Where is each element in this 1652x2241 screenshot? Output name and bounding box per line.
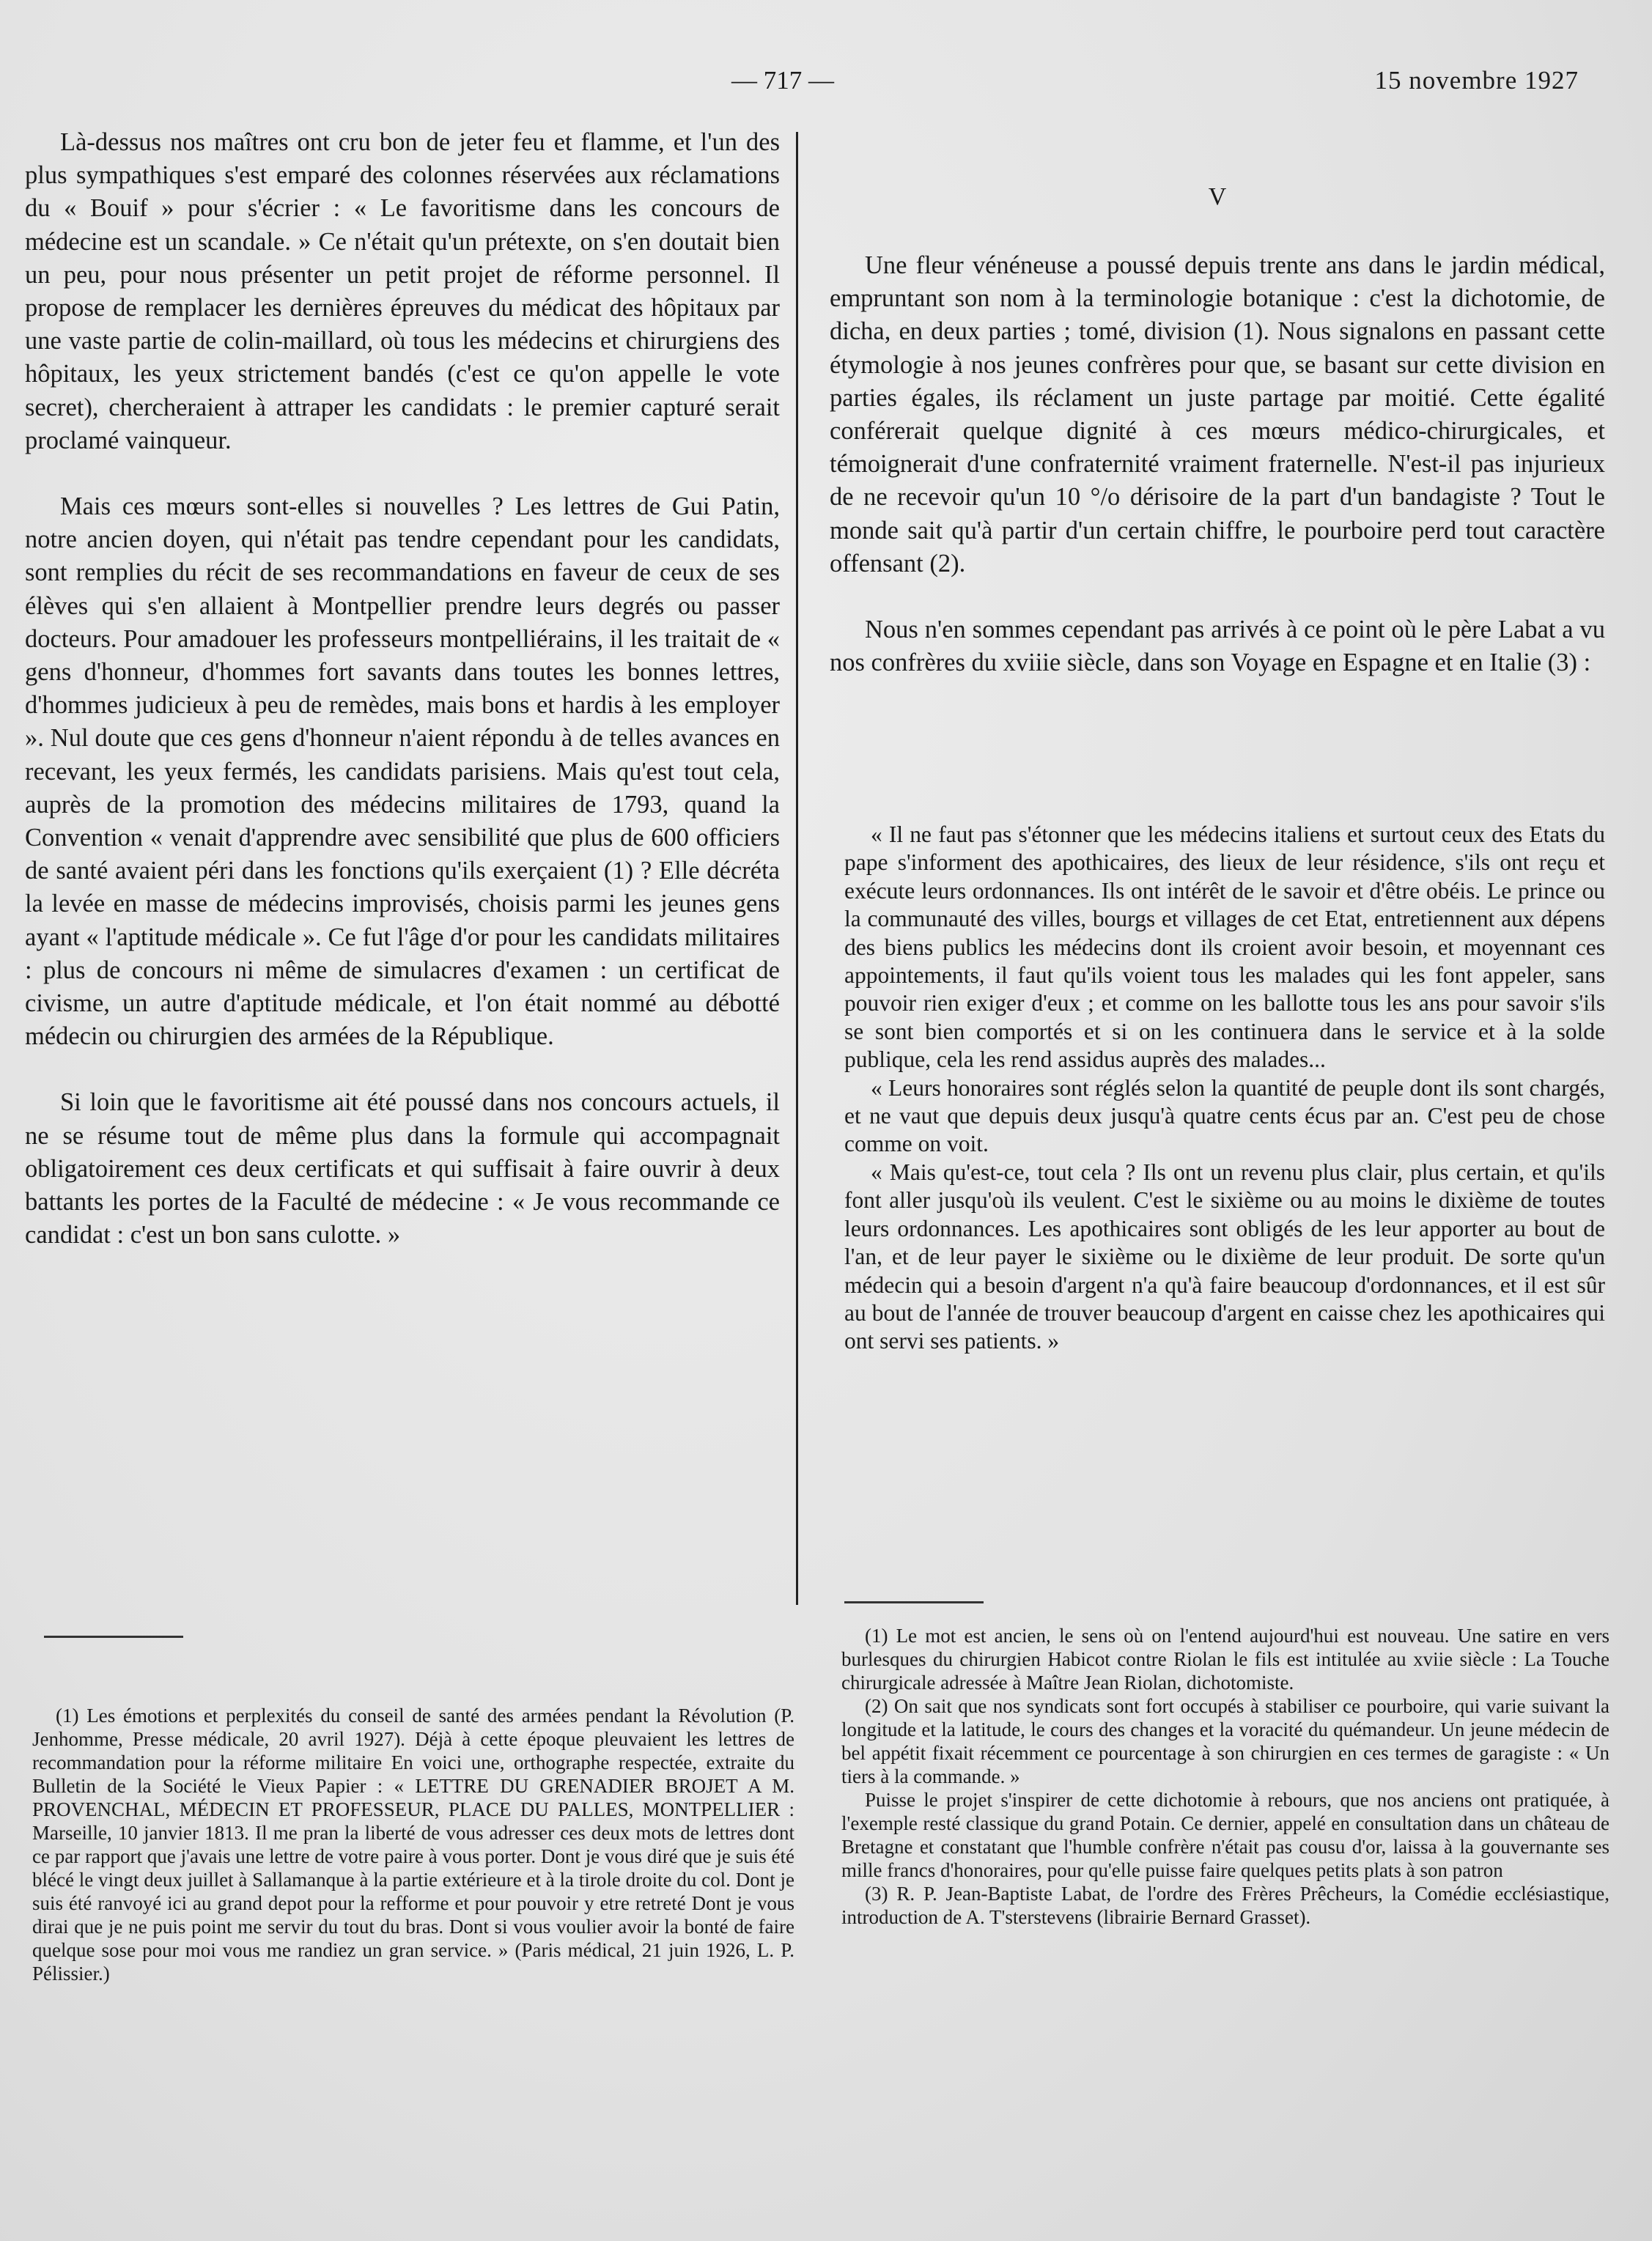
footnote-rule	[844, 1601, 984, 1603]
footnotes-left	[32, 1704, 794, 1985]
right-column	[830, 249, 1605, 679]
issue-date: 15 novembre 1927	[1374, 66, 1579, 95]
quote-paragraph: « Leurs honoraires sont réglés selon la quantité de peuple dont ils sont chargés, et ne vaut que depuis deux jusqu'à quatre cents écus par an. C'est peu de chose comme on voit.	[844, 1074, 1605, 1157]
paragraph: Là-dessus nos maîtres ont cru bon de jeter feu et flamme, et l'un des plus sympathiques s'est emparé des colonnes réservées aux réclamations du « Bouif » pour s'écrier : « Le favoritisme dans les concours de médecine est un scandale. » Ce n'était qu'un prétexte, on s'en doutait bien un peu, pour nous présenter un petit projet de réforme personnel. Il propose de remplacer les dernières épreuves du médicat des hôpitaux par une vaste partie de colin-maillard, où tous les médecins et chirurgiens des hôpitaux, les yeux strictement bandés (c'est ce qu'on appelle le vote secret), chercheraient à attraper les candidats : le premier capturé serait proclamé vainqueur.	[25, 128, 780, 454]
page-header	[718, 60, 1579, 104]
footnote: Puisse le projet s'inspirer de cette dichotomie à rebours, que nos anciens ont pratiquée, à l'exemple resté classique du grand Potain. Ce dernier, appelé en consultation dans un château de Bretagne et constatant que l'humble confrère n'était pas cousu d'or, laissa à la gouvernante ses mille francs d'honoraires, pour qu'elle puisse faire quelques petits plats à son patron	[841, 1789, 1609, 1881]
paragraph: Une fleur vénéneuse a poussé depuis trente ans dans le jardin médical, empruntant son nom à la terminologie botanique : c'est la dichotomie, de dicha, en deux parties ; tomé, division (1). Nous signalons en passant cette étymologie à nos jeunes confrères pour que, se basant sur cette division en parties égales, ils réclament un juste partage par moitié. Cette égalité conférerait quelque dignité à ces mœurs médico-chirurgicales, et témoignerait d'une confraternité vraiment fraternelle. N'est-il pas injurieux de ne recevoir qu'un 10 °/o dérisoire de la part d'un bandagiste ? Tout le monde sait qu'à partir d'un certain chiffre, le pourboire perd tout caractère offensant (2).	[830, 251, 1605, 577]
footnotes-right	[841, 1624, 1609, 1929]
left-column	[25, 126, 780, 1252]
footnote: (1) Le mot est ancien, le sens où on l'entend aujourd'hui est nouveau. Une satire en vers burlesques du chirurgien Habicot contre Riolan le fils est intitulée au xviie siècle : La Touche chirurgicale adressée à Maître Jean Riolan, dichotomiste.	[841, 1625, 1609, 1694]
paragraph: Mais ces mœurs sont-elles si nouvelles ? Les lettres de Gui Patin, notre ancien doyen, qui n'était pas tendre cependant pour les candidats, sont remplies du récit de ses recommandations en faveur de ceux de ses élèves qui s'en allaient à Montpellier prendre leurs degrés ou passer docteurs. Pour amadouer les professeurs montpelliérains, il les traitait de « gens d'honneur, d'hommes fort savants dans toutes les bonnes lettres, d'hommes judicieux à peu de remèdes, mais bons et hardis à les employer ». Nul doute que ces gens d'honneur n'aient répondu à de telles avances en recevant, les yeux fermés, les candidats parisiens. Mais qu'est tout cela, auprès de la promotion des médecins militaires de 1793, quand la Convention « venait d'apprendre avec sensibilité que plus de 600 officiers de santé avaient péri dans les fonctions qu'ils exerçaient (1) ? Elle décréta la levée en masse de médecins improvisés, choisis parmi les jeunes gens ayant « l'aptitude médicale ». Ce fut l'âge d'or pour les candidats militaires : plus de concours ni même de simulacres d'examen : un certificat de civisme, un autre d'aptitude médicale, et l'on était nommé au débotté médecin ou chirurgien des armées de la République.	[25, 492, 780, 1051]
section-title: V	[1208, 183, 1227, 210]
footnote: (3) R. P. Jean-Baptiste Labat, de l'ordre des Frères Prêcheurs, la Comédie ecclésiastique, introduction de A. T'sterstevens (librairie Bernard Grasset).	[841, 1883, 1609, 1928]
footnote: (2) On sait que nos syndicats sont fort occupés à stabiliser ce pourboire, qui varie suivant la longitude et la latitude, le cours des changes et la voracité du quémandeur. Un jeune médecin de bel appétit fixait récemment ce pourcentage à son chirurgien en ces termes de garagiste : « Un tiers à la commande. »	[841, 1695, 1609, 1787]
paragraph: Nous n'en sommes cependant pas arrivés à ce point où le père Labat a vu nos confrères du xviiie siècle, dans son Voyage en Espagne et en Italie (3) :	[830, 616, 1605, 677]
page-number: — 717 —	[731, 66, 834, 95]
quote-paragraph: « Mais qu'est-ce, tout cela ? Ils ont un revenu plus clair, plus certain, et qu'ils font aller jusqu'où ils veulent. C'est le sixième ou au moins le dixième de toutes leurs ordonnances. Les apothicaires sont obligés de les leur apporter au bout de l'an, et de leur payer le sixième ou le dixième de leur produit. De sorte qu'un médecin qui a besoin d'argent n'a qu'à faire beaucoup d'ordonnances, et il est sûr au bout de l'année de trouver beaucoup d'argent en caisse chez les apothicaires qui ont servi ses patients. »	[844, 1159, 1605, 1354]
footnote-rule	[44, 1636, 183, 1638]
labat-quote	[844, 821, 1605, 1356]
footnote: (1) Les émotions et perplexités du conseil de santé des armées pendant la Révolution (P. Jenhomme, Presse médicale, 20 avril 1927). Déjà à cette époque pleuvaient les lettres de recommandation pour la réforme militaire En voici une, orthographe respectée, extraite du Bulletin de la Société le Vieux Papier : « LETTRE DU GRENADIER BROJET A M. PROVENCHAL, MÉDECIN ET PROFESSEUR, PLACE DU PALLES, MONTPELLIER : Marseille, 10 janvier 1813. Il me pran la liberté de vous adresser ces deux mots de lettres dont ce par rapport que j'avais une lettre de votre paire à vous porter. Dont je vous diré que je suis été blécé le vingt deux juillet à Sallamanque à la partie extérieure et à la tirole droite du col. Dont je suis été ranvoyé ici au grand depot pour la refforme et pour pouvoir y etre retreté Dont je vous dirai que je ne puis point me servir du tout du bras. Dont si vous voulier avoir la bonté de faire quelque sose pour moi vous me randiez un gran service. » (Paris médical, 21 juin 1926, L. P. Pélissier.)	[32, 1705, 794, 1985]
column-divider	[796, 132, 798, 1605]
quote-paragraph: « Il ne faut pas s'étonner que les médecins italiens et surtout ceux des Etats du pape s'informent des apothicaires, des lieux de leur résidence, s'ils ont reçu et exécute leurs ordonnances. Ils ont intérêt de le savoir et d'être obéis. Le prince ou la communauté des villes, bourgs et villages de cet Etat, entretiennent aux dépens des biens publics les médecins dont ils croient avoir besoin, et moyennant ces appointements, il faut qu'ils voient tous les malades qui les font appeler, sans pouvoir rien exiger d'eux ; et comme on les ballotte tous les ans pour savoir s'ils se sont bien comportés et si on les continuera dans le service et à la solde publique, cela les rend assidus auprès des malades...	[844, 822, 1605, 1073]
paragraph: Si loin que le favoritisme ait été poussé dans nos concours actuels, il ne se résume tout de même plus dans la formule qui accompagnait obligatoirement ces deux certificats et qui suffisait à faire ouvrir à deux battants les portes de la Faculté de médecine : « Je vous recommande ce candidat : c'est un bon sans culotte. »	[25, 1088, 780, 1249]
